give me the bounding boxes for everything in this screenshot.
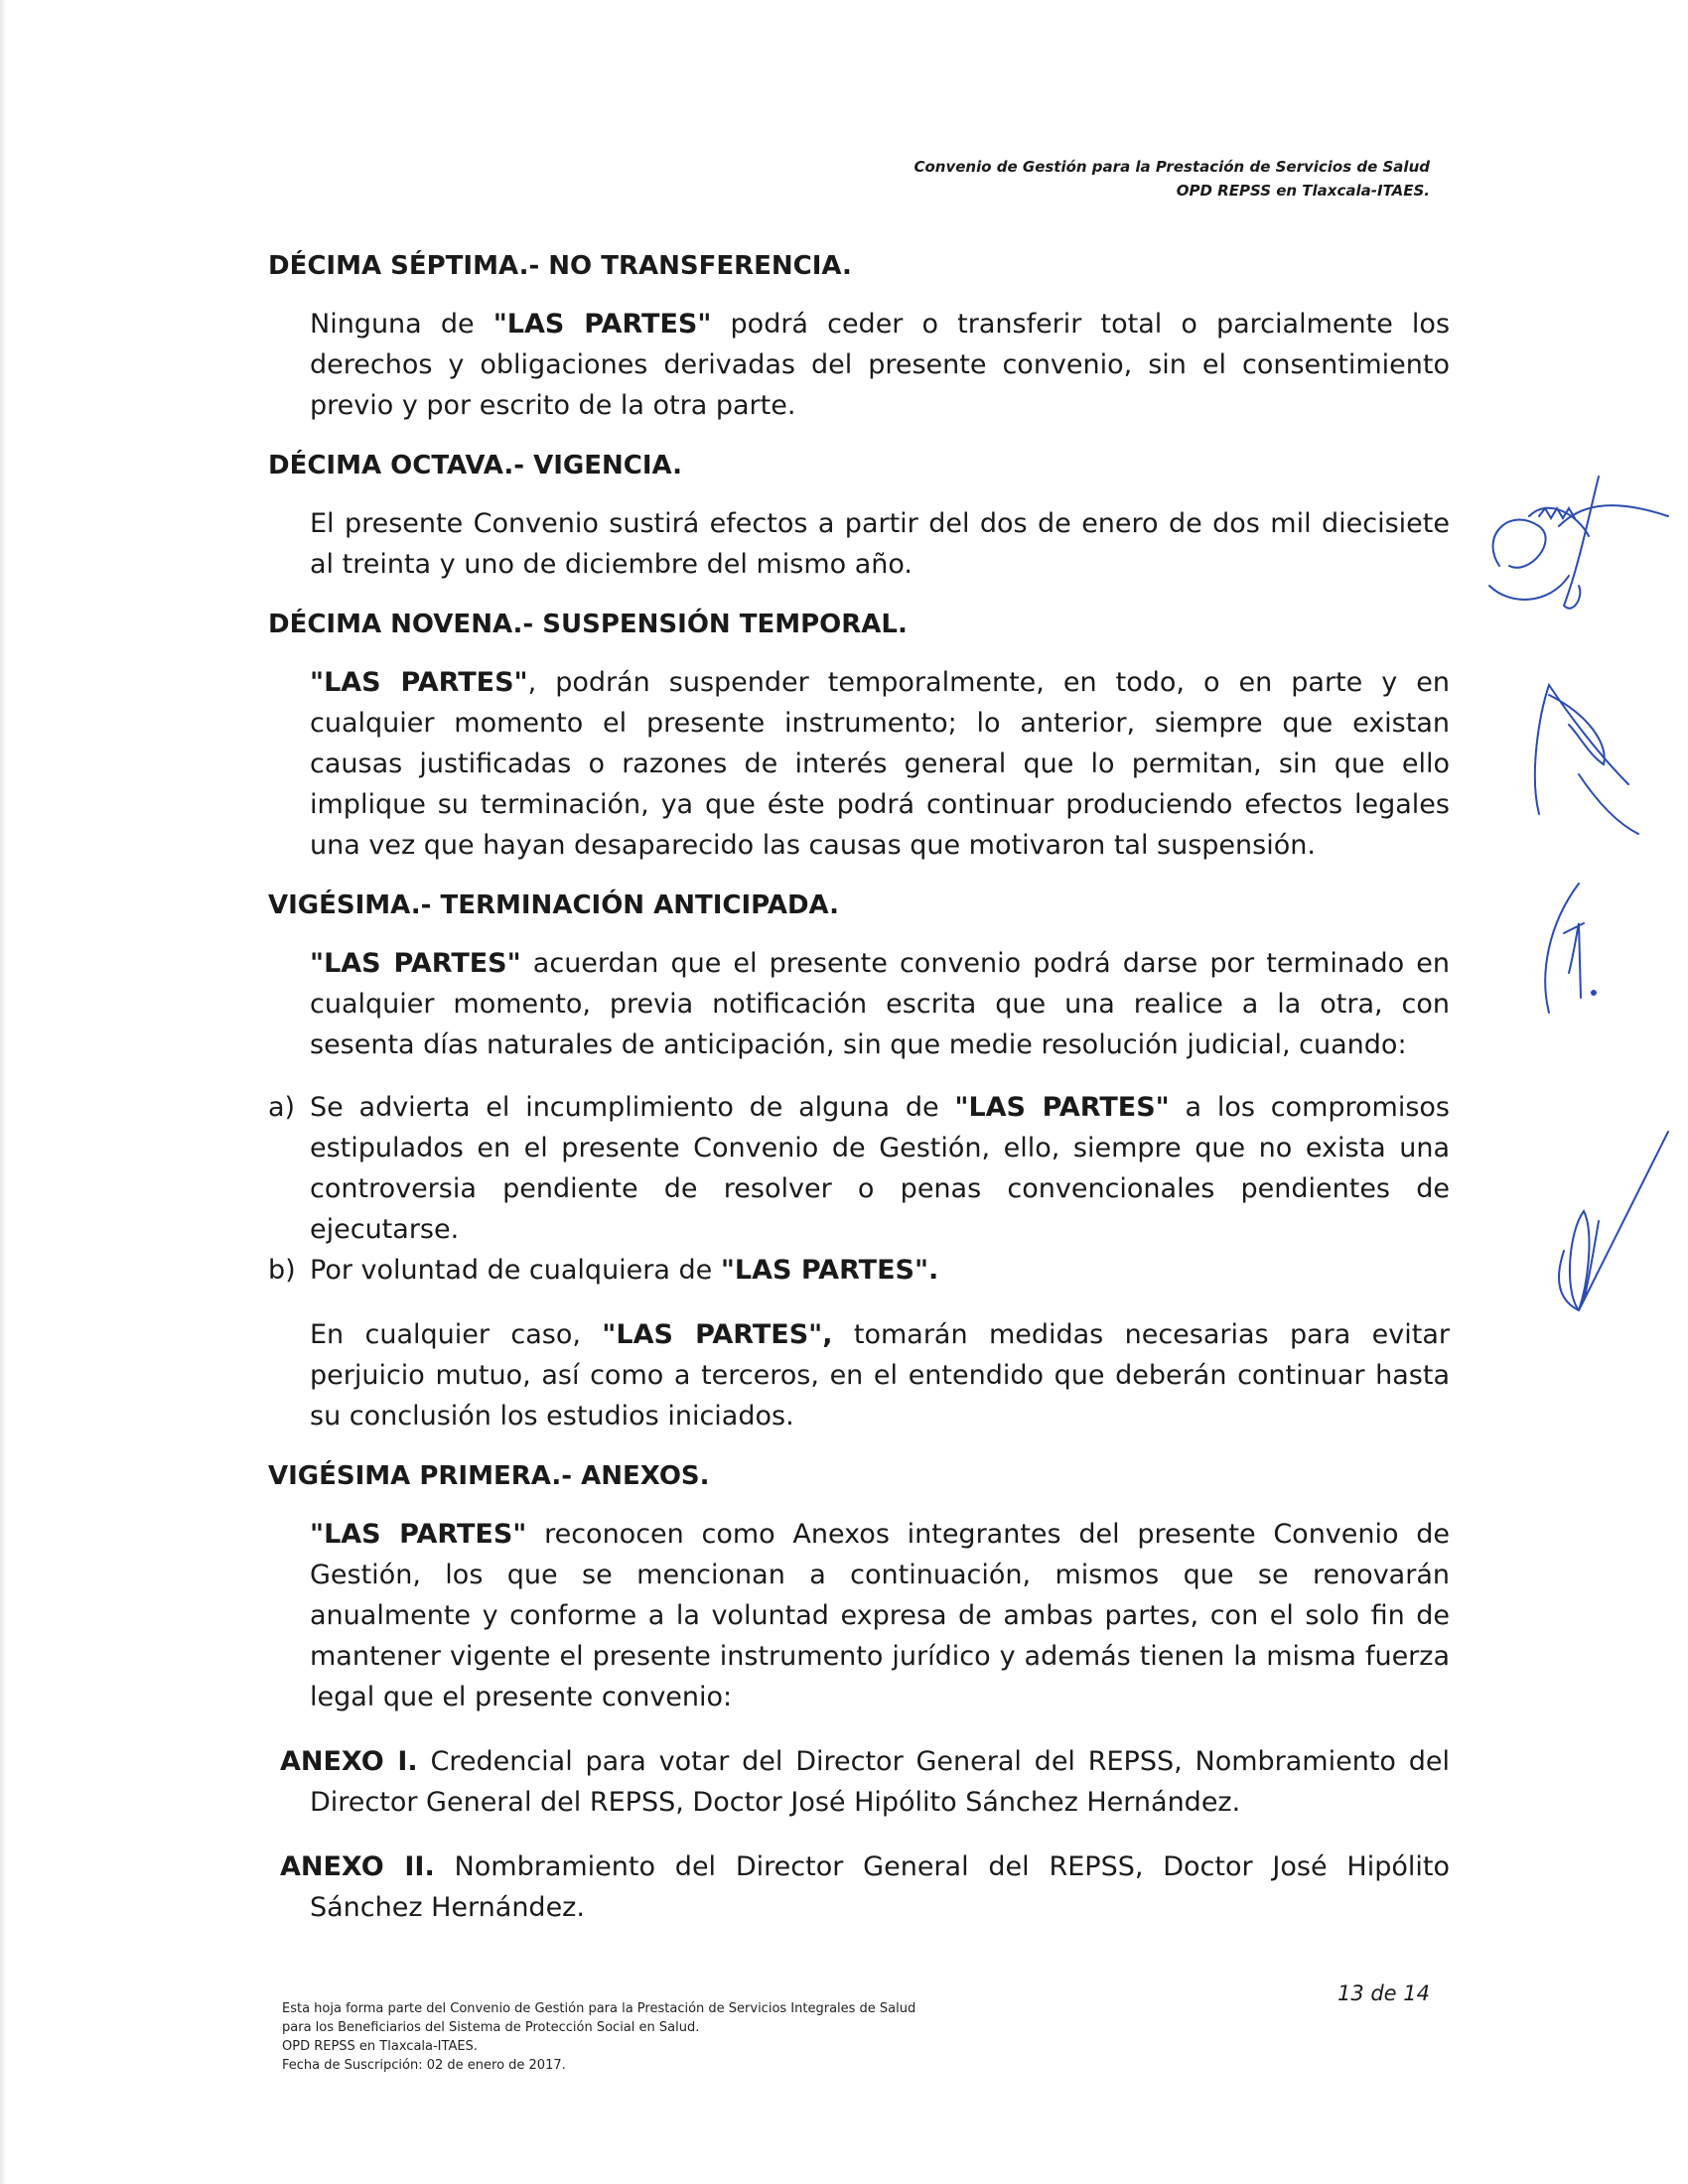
clause-18-heading: DÉCIMA OCTAVA.- VIGENCIA. xyxy=(268,451,682,480)
annex-label: ANEXO I. xyxy=(280,1746,418,1777)
clause-17-paragraph xyxy=(310,304,1450,426)
clause-21-heading: VIGÉSIMA PRIMERA.- ANEXOS. xyxy=(268,1461,710,1491)
parties-term: "LAS PARTES" xyxy=(310,667,528,698)
text-run: Se advierta el incumplimiento de alguna de xyxy=(310,1092,955,1123)
clause-20-paragraph-2 xyxy=(310,1314,1450,1436)
parties-term: "LAS PARTES" xyxy=(310,948,521,979)
annex-text: Nombramiento del Director General del REPSS, Doctor José Hipólito Sánchez Hernández. xyxy=(310,1851,1450,1923)
document-body xyxy=(268,250,1450,1952)
list-item-text xyxy=(310,1250,1450,1291)
page-edge xyxy=(0,0,6,2184)
parties-term: "LAS PARTES" xyxy=(310,1519,527,1550)
footer-line-2: para los Beneficiarios del Sistema de Protección Social en Salud. xyxy=(282,2020,700,2035)
text-run: podrá ceder o transferir total o parcialmente los derechos y obligaciones derivadas del presente convenio, sin el consentimiento previo y por escrito de la otra parte. xyxy=(310,309,1451,421)
list-item-b xyxy=(268,1250,1450,1291)
parties-term: "LAS PARTES". xyxy=(720,1255,939,1286)
signature-4 xyxy=(1559,1132,1668,1310)
header-line-1: Convenio de Gestión para la Prestación de Servicios de Salud xyxy=(914,158,1430,176)
page-number: 13 de 14 xyxy=(1336,1981,1430,2005)
list-marker: b) xyxy=(268,1255,296,1286)
clause-19-heading: DÉCIMA NOVENA.- SUSPENSIÓN TEMPORAL. xyxy=(268,610,908,639)
annex-1 xyxy=(280,1741,1450,1823)
clause-20-paragraph xyxy=(310,943,1450,1065)
text-run: En cualquier caso, xyxy=(310,1319,603,1350)
text-run: a los compromisos estipulados en el presente Convenio de Gestión, ello, siempre que no exista una controversia pendiente de resolver o penas convencionales pendientes de ejecutarse. xyxy=(310,1092,1451,1245)
footer-line-3: OPD REPSS en Tlaxcala-ITAES. xyxy=(282,2039,478,2054)
text-run: tomarán medidas necesarias para evitar perjuicio mutuo, así como a terceros, en el entendido que deberán continuar hasta su conclusión los estudios iniciados. xyxy=(310,1319,1451,1432)
list-item-text xyxy=(310,1087,1450,1250)
clause-21-paragraph xyxy=(310,1514,1450,1717)
parties-term: "LAS PARTES", xyxy=(602,1319,833,1350)
clause-18-paragraph: El presente Convenio sustirá efectos a partir del dos de enero de dos mil diecisiete al treinta y uno de diciembre del mismo año. xyxy=(310,508,1450,580)
signature-1 xyxy=(1489,477,1668,609)
parties-term: "LAS PARTES" xyxy=(954,1092,1170,1123)
annex-text: Credencial para votar del Director General del REPSS, Nombramiento del Director General del REPSS, Doctor José Hipólito Sánchez Hernández. xyxy=(310,1746,1450,1818)
footer-note xyxy=(282,1999,915,2075)
list-marker: a) xyxy=(268,1092,296,1123)
parties-term: "LAS PARTES" xyxy=(492,309,712,340)
annex-2 xyxy=(280,1846,1450,1928)
clause-19-paragraph xyxy=(310,662,1450,866)
clause-17-heading: DÉCIMA SÉPTIMA.- NO TRANSFERENCIA. xyxy=(268,251,852,281)
clause-20-heading: VIGÉSIMA.- TERMINACIÓN ANTICIPADA. xyxy=(268,890,840,920)
clause-20-list xyxy=(268,1087,1450,1291)
text-run: Ninguna de xyxy=(310,309,493,340)
margin-signatures xyxy=(1470,457,1688,1449)
text-run: Por voluntad de cualquiera de xyxy=(310,1255,721,1286)
header-line-2: OPD REPSS en Tlaxcala-ITAES. xyxy=(1176,182,1430,200)
footer-line-1: Esta hoja forma parte del Convenio de Gestión para la Prestación de Servicios Integrales de Salud xyxy=(282,2001,916,2016)
text-run: reconocen como Anexos integrantes del presente Convenio de Gestión, los que se mencionan a continuación, mismos que se renovarán anualmente y conforme a la voluntad expresa de ambas partes, con el solo fin de mantener vigente el presente instrumento jurídico y además tienen la misma fuerza legal que el presente convenio: xyxy=(310,1519,1451,1712)
footer-line-4: Fecha de Suscripción: 02 de enero de 2017. xyxy=(282,2058,566,2073)
text-run: , podrán suspender temporalmente, en todo, o en parte y en cualquier momento el presente instrumento; lo anterior, siempre que existan causas justificadas o razones de interés general que lo permitan, sin que ello implique su terminación, ya que éste podrá continuar produciendo efectos legales una vez que hayan desaparecido las causas que motivaron tal suspensión. xyxy=(310,667,1450,861)
annex-label: ANEXO II. xyxy=(280,1851,435,1882)
signature-2 xyxy=(1535,685,1638,834)
text-run: acuerdan que el presente convenio podrá darse por terminado en cualquier momento, previa notificación escrita que una realice a la otra, con sesenta días naturales de anticipación, sin que medie resolución judicial, cuando: xyxy=(310,948,1450,1060)
signature-3 xyxy=(1545,884,1596,1013)
list-item-a xyxy=(268,1087,1450,1250)
page-header xyxy=(914,155,1430,203)
